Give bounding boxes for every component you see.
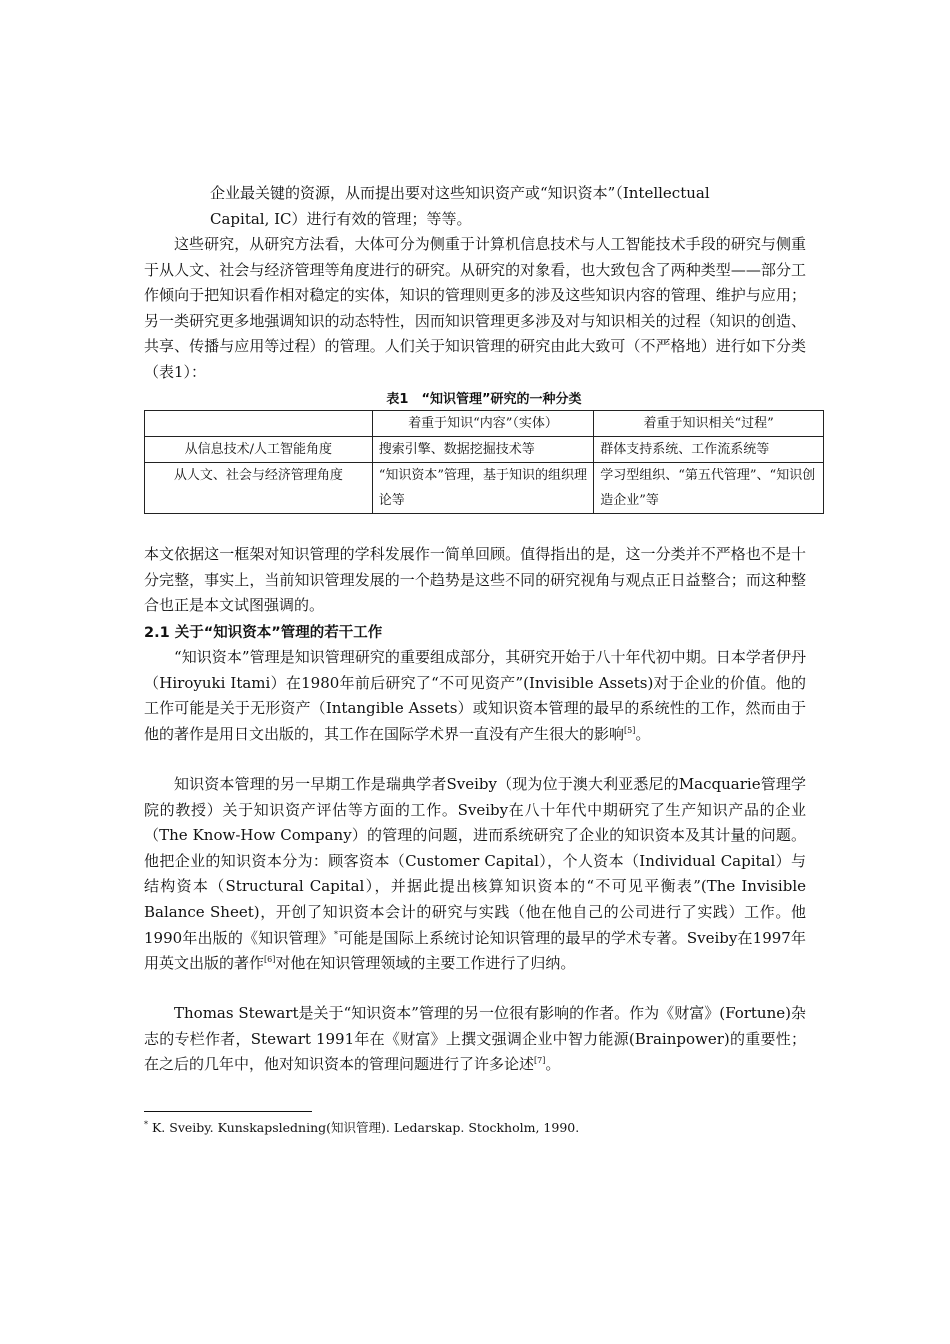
table-header-cell: 着重于知识相关“过程” <box>594 411 824 437</box>
paragraph-sveiby <box>144 772 806 977</box>
paragraph-text: 。 <box>545 1055 561 1074</box>
paragraph-research-methods: 这些研究，从研究方法看，大体可分为侧重于计算机信息技术与人工智能技术手段的研究与侧重于从人文、社会与经济管理等角度进行的研究。从研究的对象看，也大致包含了两种类型——部分工作倾向于把知识看作相对稳定的实体，知识的管理则更多的涉及这些知识内容的管理、维护与应用；另一类研究更多地强调知识的动态特性，因而知识管理更多涉及对与知识相关的过程（知识的创造、共享、传播与应用等过程）的管理。人们关于知识管理的研究由此大致可（不严格地）进行如下分类（表1）： <box>144 235 806 381</box>
table-header-cell <box>145 411 373 437</box>
table-caption: 表1 “知识管理”研究的一种分类 <box>386 392 582 407</box>
section-heading: 2.1 关于“知识资本”管理的若干工作 <box>144 625 383 641</box>
paragraph-text: 可能是国际上系统讨论知识管理的最早的学术专著。Sveiby在1997年用英文出版的著作 <box>144 928 806 973</box>
text-line: 企业最关键的资源，从而提出要对这些知识资产或“知识资本”（Intellectual <box>210 184 710 202</box>
footnote-marker: * <box>333 929 338 939</box>
table-cell: 学习型组织、“第五代管理”、“知识创造企业”等 <box>594 463 824 514</box>
table-cell: 从信息技术/人工智能角度 <box>145 437 373 463</box>
footnote-separator <box>144 1111 312 1112</box>
table-header-row <box>145 411 824 437</box>
citation-ref: [7] <box>534 1056 546 1066</box>
footnote <box>144 1118 579 1136</box>
paragraph-continuation <box>210 181 806 232</box>
table-row <box>145 463 824 514</box>
paragraph-text: 知识资本管理的另一早期工作是瑞典学者Sveiby（现为位于澳大利亚悉尼的Macquarie管理学院的教授）关于知识资产评估等方面的工作。Sveiby在八十年代中期研究了生产知识产品的企业（The Know-How Company）的管理的问题，进而系统研究了企业的知识资本及其计量的问题。他把企业的知识资本分为：顾客资本（Customer Capital），个人资本（Individual Capital）与结构资本（Structural Capital），并据此提出核算知识资本的“不可见平衡表”(The Invisible Balance Sheet)，开创了知识资本会计的研究与实践（他在他自己的公司进行了实践）工作。他1990年出版的《知识管理》 <box>144 775 806 947</box>
table-cell: “知识资本”管理，基于知识的组织理论等 <box>372 463 594 514</box>
text-line: Capital, IC）进行有效的管理；等等。 <box>210 209 472 228</box>
table-header-cell: 着重于知识“内容”（实体） <box>372 411 594 437</box>
table-cell: 搜索引擎、数据挖掘技术等 <box>372 437 594 463</box>
table-row <box>145 437 824 463</box>
citation-ref: [5] <box>624 725 636 735</box>
citation-ref: [6] <box>264 955 276 965</box>
paragraph-text: Thomas Stewart是关于“知识资本”管理的另一位很有影响的作者。作为《财富》(Fortune)杂志的专栏作者，Stewart 1991年在《财富》上撰文强调企业中智力能源(Brainpower)的重要性；在之后的几年中，他对知识资本的管理问题进行了许多论述 <box>144 1004 806 1074</box>
table-cell: 从人文、社会与经济管理角度 <box>145 463 373 514</box>
paragraph-framework: 本文依据这一框架对知识管理的学科发展作一简单回顾。值得指出的是，这一分类并不严格也不是十分完整，事实上，当前知识管理发展的一个趋势是这些不同的研究视角与观点正日益整合；而这种整合也正是本文试图强调的。 <box>144 545 806 615</box>
table-cell: 群体支持系统、工作流系统等 <box>594 437 824 463</box>
paragraph-text: 对他在知识管理领域的主要工作进行了归纳。 <box>275 954 576 973</box>
classification-table <box>144 410 824 514</box>
footnote-text: K. Sveiby. Kunskapsledning(知识管理). Ledarskap. Stockholm, 1990. <box>148 1120 580 1135</box>
footnote-mark: * <box>144 1119 148 1129</box>
paragraph-stewart <box>144 1001 806 1078</box>
paragraph-text: 。 <box>635 724 651 743</box>
paragraph-itami <box>144 645 806 747</box>
paragraph-text: “知识资本”管理是知识管理研究的重要组成部分，其研究开始于八十年代初中期。日本学者伊丹（Hiroyuki Itami）在1980年前后研究了“不可见资产”(Invisible Assets)对于企业的价值。他的工作可能是关于无形资产（Intangible Assets）或知识资本管理的最早的系统性的工作，然而由于他的著作是用日文出版的，其工作在国际学术界一直没有产生很大的影响 <box>144 648 806 743</box>
